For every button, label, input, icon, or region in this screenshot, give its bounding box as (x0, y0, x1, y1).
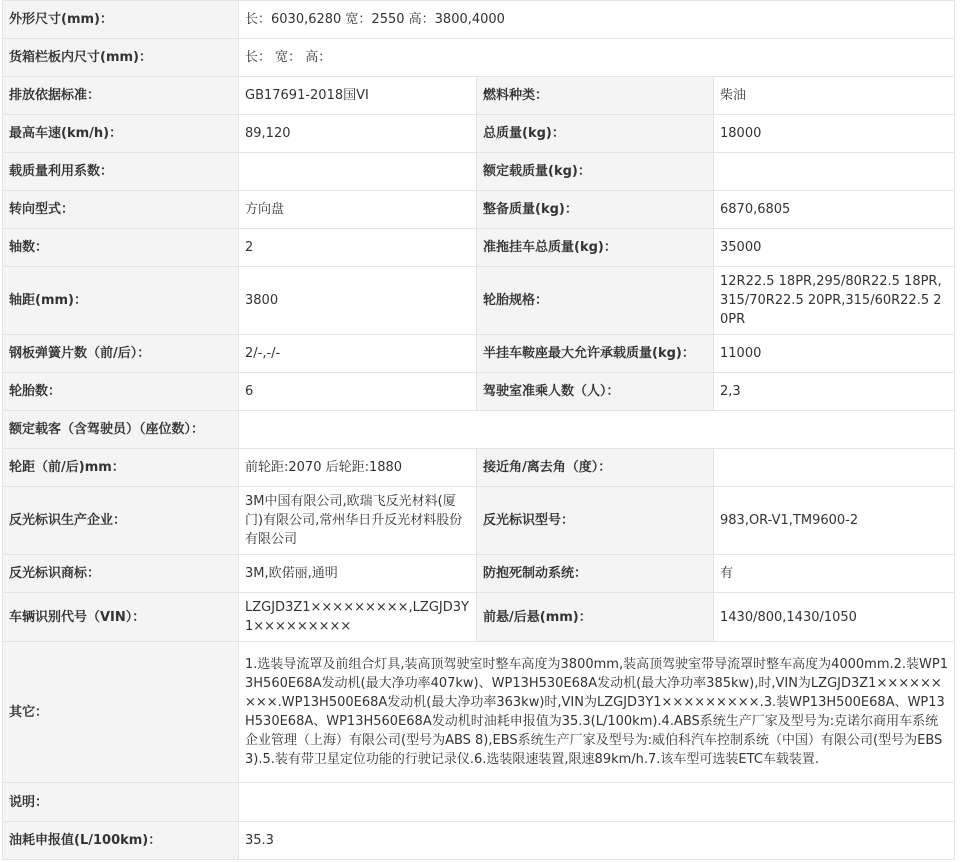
row-value: 35000 (714, 229, 955, 267)
row-value (714, 449, 955, 487)
row-label: 外形尺寸(mm)： (3, 1, 239, 39)
row-value (239, 153, 477, 191)
table-row (3, 229, 955, 267)
row-value: 89,120 (239, 115, 477, 153)
row-value: 6 (239, 373, 477, 411)
row-value: 11000 (714, 335, 955, 373)
row-value: 前轮距:2070 后轮距:1880 (239, 449, 477, 487)
row-value: GB17691-2018国VI (239, 77, 477, 115)
row-label: 防抱死制动系统： (477, 555, 714, 593)
row-label: 钢板弹簧片数（前/后）： (3, 335, 239, 373)
row-value: 柴油 (714, 77, 955, 115)
row-value: 18000 (714, 115, 955, 153)
row-label: 燃料种类： (477, 77, 714, 115)
row-label: 总质量(kg)： (477, 115, 714, 153)
row-label: 轮距（前/后)mm： (3, 449, 239, 487)
row-label: 整备质量(kg)： (477, 191, 714, 229)
row-label: 轮胎规格： (477, 267, 714, 335)
row-label: 轮胎数： (3, 373, 239, 411)
table-row (3, 449, 955, 487)
table-row (3, 783, 955, 822)
table-row (3, 555, 955, 593)
row-value: 12R22.5 18PR,295/80R22.5 18PR,315/70R22.5 20PR,315/60R22.5 20PR (714, 267, 955, 335)
row-value (239, 411, 955, 449)
row-value: LZGJD3Z1×××××××××,LZGJD3Y1××××××××× (239, 593, 477, 642)
row-label: 准拖挂车总质量(kg)： (477, 229, 714, 267)
row-value: 6870,6805 (714, 191, 955, 229)
row-label: 说明： (3, 783, 239, 822)
row-value: 1.选装导流罩及前组合灯具,装高顶驾驶室时整车高度为3800mm,装高顶驾驶室带导流罩时整车高度为4000mm.2.装WP13H560E68A发动机(最大净功率407kw)、WP13H530E68A发动机(最大净功率385kw),时,VIN为LZGJD3Z1×××××××××.WP13H500E68A发动机(最大净功率363kw)时,VIN为LZGJD3Y1×××××××××.3.装WP13H500E68A、WP13H530E68A、WP13H560E68A发动机时油耗申报值为35.3(L/100km).4.ABS系统生产厂家及型号为:克诺尔商用车系统企业管理（上海）有限公司(型号为ABS 8),EBS系统生产厂家及型号为:威伯科汽车控制系统（中国）有限公司(型号为EBS3).5.装有带卫星定位功能的行驶记录仪.6.选装限速装置,限速89km/h.7.该车型可选装ETC车载装置. (239, 642, 955, 783)
table-row (3, 642, 955, 783)
table-row (3, 115, 955, 153)
row-label: 其它： (3, 642, 239, 783)
row-value (714, 153, 955, 191)
row-label: 额定载质量(kg)： (477, 153, 714, 191)
row-value: 3M中国有限公司,欧瑞飞反光材料(厦门)有限公司,常州华日升反光材料股份有限公司 (239, 487, 477, 555)
table-row (3, 335, 955, 373)
row-value: 长：6030,6280 宽：2550 高：3800,4000 (239, 1, 955, 39)
row-value: 1430/800,1430/1050 (714, 593, 955, 642)
row-value: 983,OR-V1,TM9600-2 (714, 487, 955, 555)
row-value: 有 (714, 555, 955, 593)
row-label: 转向型式： (3, 191, 239, 229)
row-label: 最高车速(km/h)： (3, 115, 239, 153)
row-label: 接近角/离去角（度）： (477, 449, 714, 487)
table-row (3, 411, 955, 449)
row-label: 油耗申报值(L/100km)： (3, 822, 239, 860)
table-row (3, 822, 955, 860)
table-row (3, 153, 955, 191)
row-label: 货箱栏板内尺寸(mm)： (3, 39, 239, 77)
row-value: 3800 (239, 267, 477, 335)
row-label: 轴距(mm)： (3, 267, 239, 335)
row-label: 反光标识商标： (3, 555, 239, 593)
row-value: 2,3 (714, 373, 955, 411)
row-label: 驾驶室准乘人数（人）： (477, 373, 714, 411)
row-label: 轴数： (3, 229, 239, 267)
row-value: 3M,欧偌丽,通明 (239, 555, 477, 593)
row-value: 35.3 (239, 822, 955, 860)
row-value: 2 (239, 229, 477, 267)
row-value: 方向盘 (239, 191, 477, 229)
row-value: 2/-,-/- (239, 335, 477, 373)
row-label: 车辆识别代号（VIN）： (3, 593, 239, 642)
row-value (239, 783, 955, 822)
row-label: 额定载客（含驾驶员）（座位数）： (3, 411, 239, 449)
vehicle-spec-table (2, 0, 955, 860)
table-row (3, 191, 955, 229)
table-row (3, 1, 955, 39)
row-label: 载质量利用系数： (3, 153, 239, 191)
row-label: 反光标识生产企业： (3, 487, 239, 555)
table-row (3, 39, 955, 77)
row-value: 长： 宽： 高： (239, 39, 955, 77)
row-label: 反光标识型号： (477, 487, 714, 555)
table-row (3, 267, 955, 335)
row-label: 排放依据标准： (3, 77, 239, 115)
table-row (3, 77, 955, 115)
row-label: 半挂车鞍座最大允许承载质量(kg)： (477, 335, 714, 373)
table-row (3, 487, 955, 555)
table-row (3, 593, 955, 642)
table-row (3, 373, 955, 411)
row-label: 前悬/后悬(mm)： (477, 593, 714, 642)
